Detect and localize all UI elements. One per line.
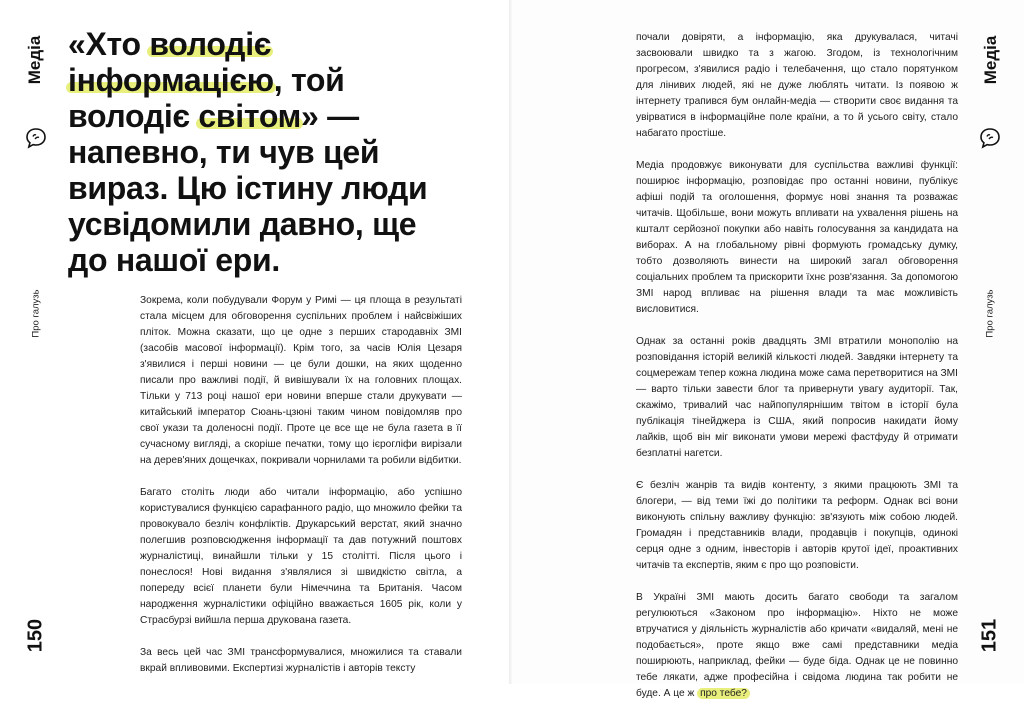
headline-highlight-2: інформацією (68, 62, 274, 98)
closing-highlight: про тебе? (697, 688, 750, 699)
paragraph: Зокрема, коли побудували Форум у Римі — ця площа в результаті стала місцем для обговорення суспільних проблем і найсвіжіших пліток. Можна сказати, що це одне з перших стародавніх ЗМІ (засобів масової інформації). Крім того, за часів Юлія Цезаря з'явилися і перші новини — це були дошки, на яких щоденно писали про важливі події, й вивішували їх на головних площах. Тільки у 713 році нашої ери новини вперше стали друкувати — китайський імператор Сюань-цзюні таким чином повідомляв про свої укази та доленосні події. Проте це все ще не була газета в її сучасному вигляді, а скоріше печатки, тому що ієрогліфи вирізали на дерев'яних дощечках, покривали чорнилами та робили відбитки. (140, 295, 462, 466)
category-label-right: Про галузь (984, 289, 996, 338)
page-number-right: 151 (978, 618, 1001, 653)
paragraph: Багато століть люди або читали інформацію, або успішно користувалися функцією сарафанного радіо, що множило фейки та провокувало безліч конфліктів. Друкарський верстат, який значно полегшив розповсюдження інформації та дав потужний поштовх журналістиці, винайшли тільки у 15 столітті. Після цього і понеслося! Нові видання з'являлися зі швидкістю світла, а попереду всієї планети були Німеччина та Британія. Часом народження журналістики офіційно вважається 1605 рік, коли у Страсбурзі вийшла перша друкована газета. (140, 487, 462, 626)
section-label-left: Медіа (25, 35, 44, 85)
paragraph: В Україні ЗМІ мають досить багато свободи та загалом регулюються «Законом про інформацію». Ніхто не може втручатися у діяльність журналістів або кричати «видаляй, мені не подобається», проте якщо вже самі представники медіа поширюють, наприклад, фейки — буде біда. Однак це не повинно тебе лякати, адже професійна і свідома людина так робити не буде. А це ж про тебе? (636, 592, 958, 699)
paragraph: почали довіряти, а інформацію, яка друкувалася, читачі засвоювали швидко та з жагою. Згодом, із технологічним прогресом, з'явилися радіо і телебачення, що стало порятунком для лінивих людей, які не дуже люблять читати. Із появою ж інтернету трапився бум онлайн-медіа — створити своє видання та увірватися в інформаційне поле країни, а то й усього світу, стало набагато простіше. (636, 32, 958, 139)
paragraph: Медіа продовжує виконувати для суспільства важливі функції: поширює інформацію, розповідає про останні новини, публікує афіші подій та оголошення, формує нові знання та розважає читачів. Щобільше, вони можуть впливати на ухвалення рішень на кшталт серйозної покупки або навіть голосування за кандидата на виборах. А на глобальному рівні формують громадську думку, тобто дозволяють винести на широкий загал обговорення соціальних проблем та прискорити їхнє розв'язання. За допомогою ЗМІ народ впливає на рішення влади та має можливість висловитися. (636, 160, 958, 315)
headline-highlight-1: володіє (149, 26, 272, 62)
right-page (512, 0, 1024, 699)
right-text-column (636, 30, 958, 718)
left-text-column (140, 293, 462, 693)
speech-bubble-icon (978, 126, 1002, 150)
headline-highlight-3: світом (198, 98, 302, 134)
speech-bubble-icon (24, 126, 48, 150)
page-number-left: 150 (24, 618, 47, 653)
paragraph: Однак за останні років двадцять ЗМІ втратили монополію на розповідання історій великій кількості людей. Завдяки інтернету та соцмережам тепер кожна людина може сама перетворитися на ЗМІ — варто тільки завести блог та привернути увагу аудиторії. Так, скажімо, тривалий час найпопулярнішим твітом в історії була публікація тінейджера із США, який попросив накидати йому лайків, щоб він міг виконати умови мережі фастфуду й отримати безплатні нагетси. (636, 336, 958, 459)
paragraph: Є безліч жанрів та видів контенту, з якими працюють ЗМІ та блогери, — від теми їжі до політики та реформ. Однак всі вони виконують спільну важливу функцію: зв'язують між собою людей. Громадян і представників влади, продавців і покупців, одинокі серця одне з одним, інвесторів і авторів крутої ідеї, проактивних читачів та експертів, яким є про що розповісти. (636, 480, 958, 571)
left-page (0, 0, 512, 684)
headline: «Хто володіє інформацією, той володіє світом» — напевно, ти чув цей вираз. Цю істину люди усвідомили давно, ще до нашої ери. (68, 26, 428, 278)
section-label-right: Медіа (981, 35, 1000, 85)
category-label-left: Про галузь (30, 289, 42, 338)
paragraph: За весь цей час ЗМІ трансформувалися, множилися та ставали вкрай впливовими. Експертизі журналістів і авторів тексту (140, 647, 462, 674)
